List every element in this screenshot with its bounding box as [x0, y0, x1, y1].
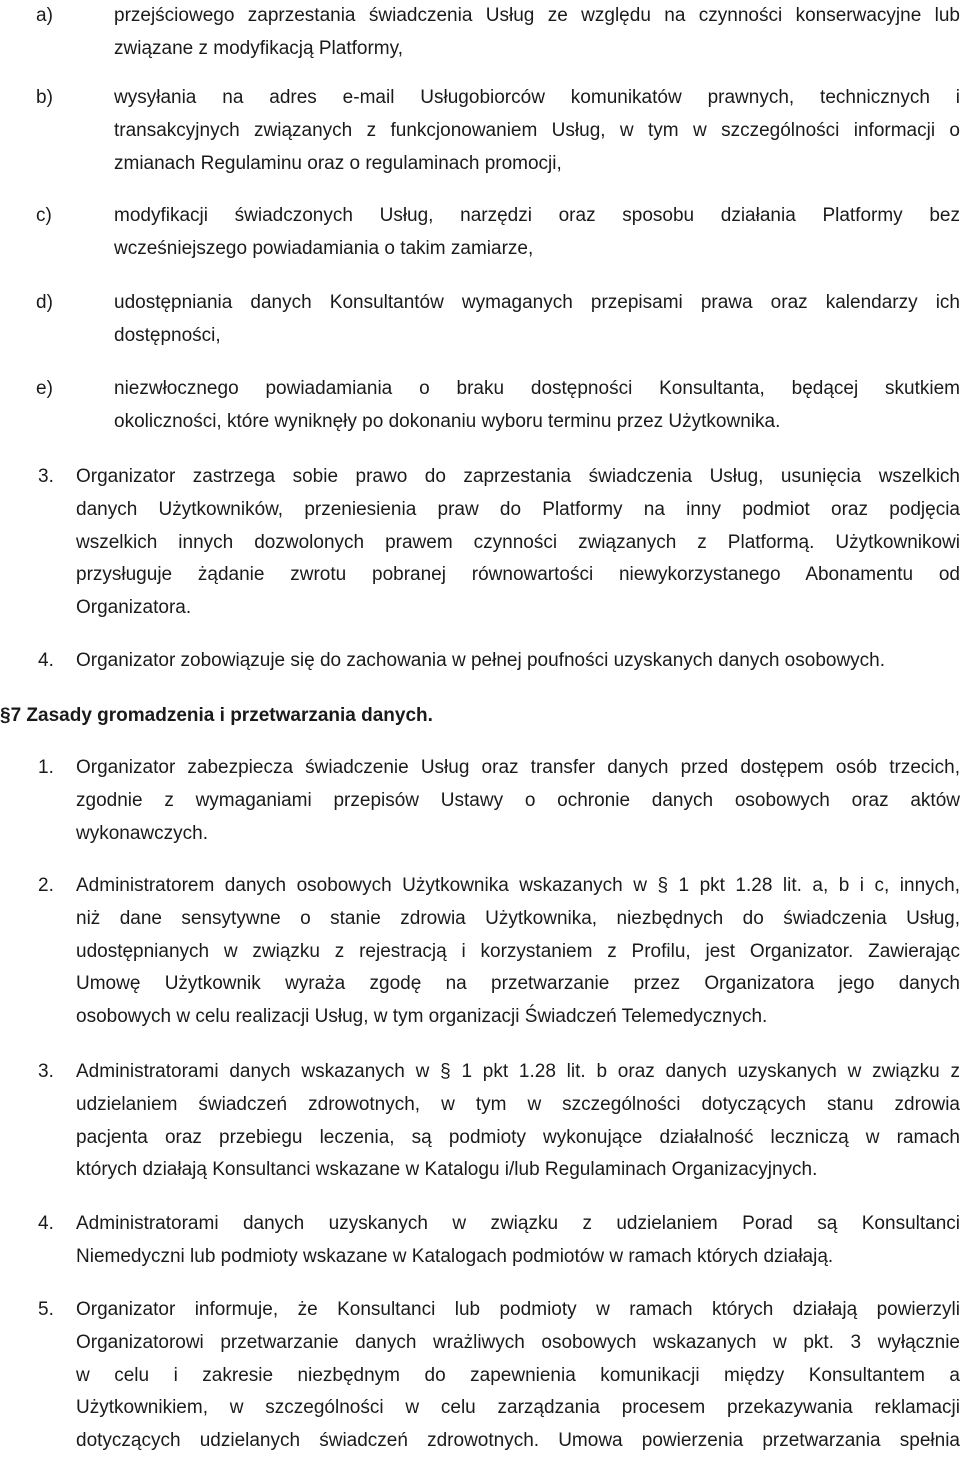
text-line: Administratorem danych osobowych Użytkownika wskazanych w § 1 pkt 1.28 lit. a, b i c, innych, [76, 875, 960, 896]
text-line: niezwłocznego powiadamiania o braku dostępności Konsultanta, będącej skutkiem [114, 378, 960, 399]
point-text [76, 752, 960, 850]
point-number: 5. [38, 1299, 54, 1320]
text-line: Organizator zobowiązuje się do zachowania w pełnej poufności uzyskanych danych osobowych. [76, 650, 886, 671]
point-number: 2. [38, 875, 54, 896]
list-marker: a) [36, 5, 53, 26]
text-line: Organizator zabezpiecza świadczenie Usług oraz transfer danych przed dostępem osób trzecich, [76, 757, 960, 778]
text-line: zgodnie z wymaganiami przepisów Ustawy o ochronie danych osobowych oraz aktów [76, 789, 960, 811]
text-line: wykonawczych. [76, 822, 208, 844]
text-line: niż dane sensytywne o stanie zdrowia Użytkownika, niezbędnych do świadczenia Usług, [76, 907, 960, 929]
section-heading: §7 Zasady gromadzenia i przetwarzania danych. [0, 705, 433, 726]
text-line: przejściowego zaprzestania świadczenia Usług ze względu na czynności konserwacyjne lub [114, 5, 960, 26]
point-text [76, 1294, 960, 1458]
text-line: danych Użytkowników, przeniesienia praw do Platformy na inny podmiot oraz podjęcia [76, 498, 960, 520]
point-text [76, 461, 960, 625]
text-line: związane z modyfikacją Platformy, [114, 37, 403, 59]
point-text [76, 870, 960, 1034]
list-text [114, 287, 960, 353]
text-line: udostępnianych w związku z rejestracją i korzystaniem z Profilu, jest Organizator. Zawierając [76, 940, 960, 962]
point-number: 3. [38, 1061, 54, 1082]
text-line: Organizator zastrzega sobie prawo do zaprzestania świadczenia Usług, usunięcia wszelkich [76, 466, 960, 487]
text-line: transakcyjnych związanych z funkcjonowaniem Usług, w tym w szczególności informacji o [114, 119, 960, 141]
text-line: Administratorami danych uzyskanych w związku z udzielaniem Porad są Konsultanci [76, 1213, 960, 1234]
text-line: wcześniejszego powiadamiania o takim zamiarze, [114, 237, 534, 259]
list-marker: d) [36, 292, 53, 313]
list-text [114, 373, 960, 439]
text-line: dotyczących udzielanych świadczeń zdrowotnych. Umowa powierzenia przetwarzania spełnia [76, 1430, 960, 1452]
text-line: Użytkownikiem, w szczególności w celu zarządzania procesem przekazywania reklamacji [76, 1397, 960, 1419]
point-number: 4. [38, 650, 54, 671]
list-marker: e) [36, 378, 53, 399]
text-line: Organizatorowi przetwarzanie danych wrażliwych osobowych wskazanych w pkt. 3 wyłącznie [76, 1331, 960, 1353]
text-line: Organizatora. [76, 597, 192, 619]
list-text [114, 200, 960, 266]
text-line: wszelkich innych dozwolonych prawem czynności związanych z Platformą. Użytkownikowi [76, 531, 960, 553]
list-text [114, 82, 960, 180]
text-line: osobowych w celu realizacji Usług, w tym organizacji Świadczeń Telemedycznych. [76, 1006, 768, 1028]
text-line: udzielaniem świadczeń zdrowotnych, w tym w szczególności dotyczących stanu zdrowia [76, 1093, 960, 1115]
text-line: Niemedyczni lub podmioty wskazane w Katalogach podmiotów w ramach których działają. [76, 1245, 834, 1267]
text-line: przysługuje żądanie zwrotu pobranej równowartości niewykorzystanego Abonamentu od [76, 564, 960, 586]
point-text [76, 645, 960, 678]
list-text [114, 0, 960, 66]
text-line: pacjenta oraz przebiegu leczenia, są podmioty wykonujące działalność leczniczą w ramach [76, 1126, 960, 1148]
point-number: 3. [38, 466, 54, 487]
point-text [76, 1208, 960, 1274]
text-line: modyfikacji świadczonych Usług, narzędzi oraz sposobu działania Platformy bez [114, 205, 960, 226]
list-marker: b) [36, 87, 53, 108]
point-number: 4. [38, 1213, 54, 1234]
point-text [76, 1056, 960, 1187]
point-number: 1. [38, 757, 54, 778]
list-marker: c) [36, 205, 52, 226]
text-line: Organizator informuje, że Konsultanci lub podmioty w ramach których działają powierzyli [76, 1299, 960, 1320]
text-line: Umowę Użytkownik wyraża zgodę na przetwarzanie przez Organizatora jego danych [76, 973, 960, 995]
text-line: okoliczności, które wyniknęły po dokonaniu wyboru terminu przez Użytkownika. [114, 410, 781, 432]
text-line: których działają Konsultanci wskazane w Katalogu i/lub Regulaminach Organizacyjnych. [76, 1159, 818, 1181]
text-line: wysyłania na adres e-mail Usługobiorców komunikatów prawnych, technicznych i [114, 87, 960, 108]
text-line: w celu i zakresie niezbędnym do zapewnienia komunikacji między Konsultantem a [76, 1364, 960, 1386]
text-line: udostępniania danych Konsultantów wymaganych przepisami prawa oraz kalendarzy ich [114, 292, 960, 313]
text-line: dostępności, [114, 324, 221, 346]
text-line: Administratorami danych wskazanych w § 1 pkt 1.28 lit. b oraz danych uzyskanych w związku z [76, 1061, 960, 1082]
text-line: zmianach Regulaminu oraz o regulaminach promocji, [114, 152, 562, 174]
